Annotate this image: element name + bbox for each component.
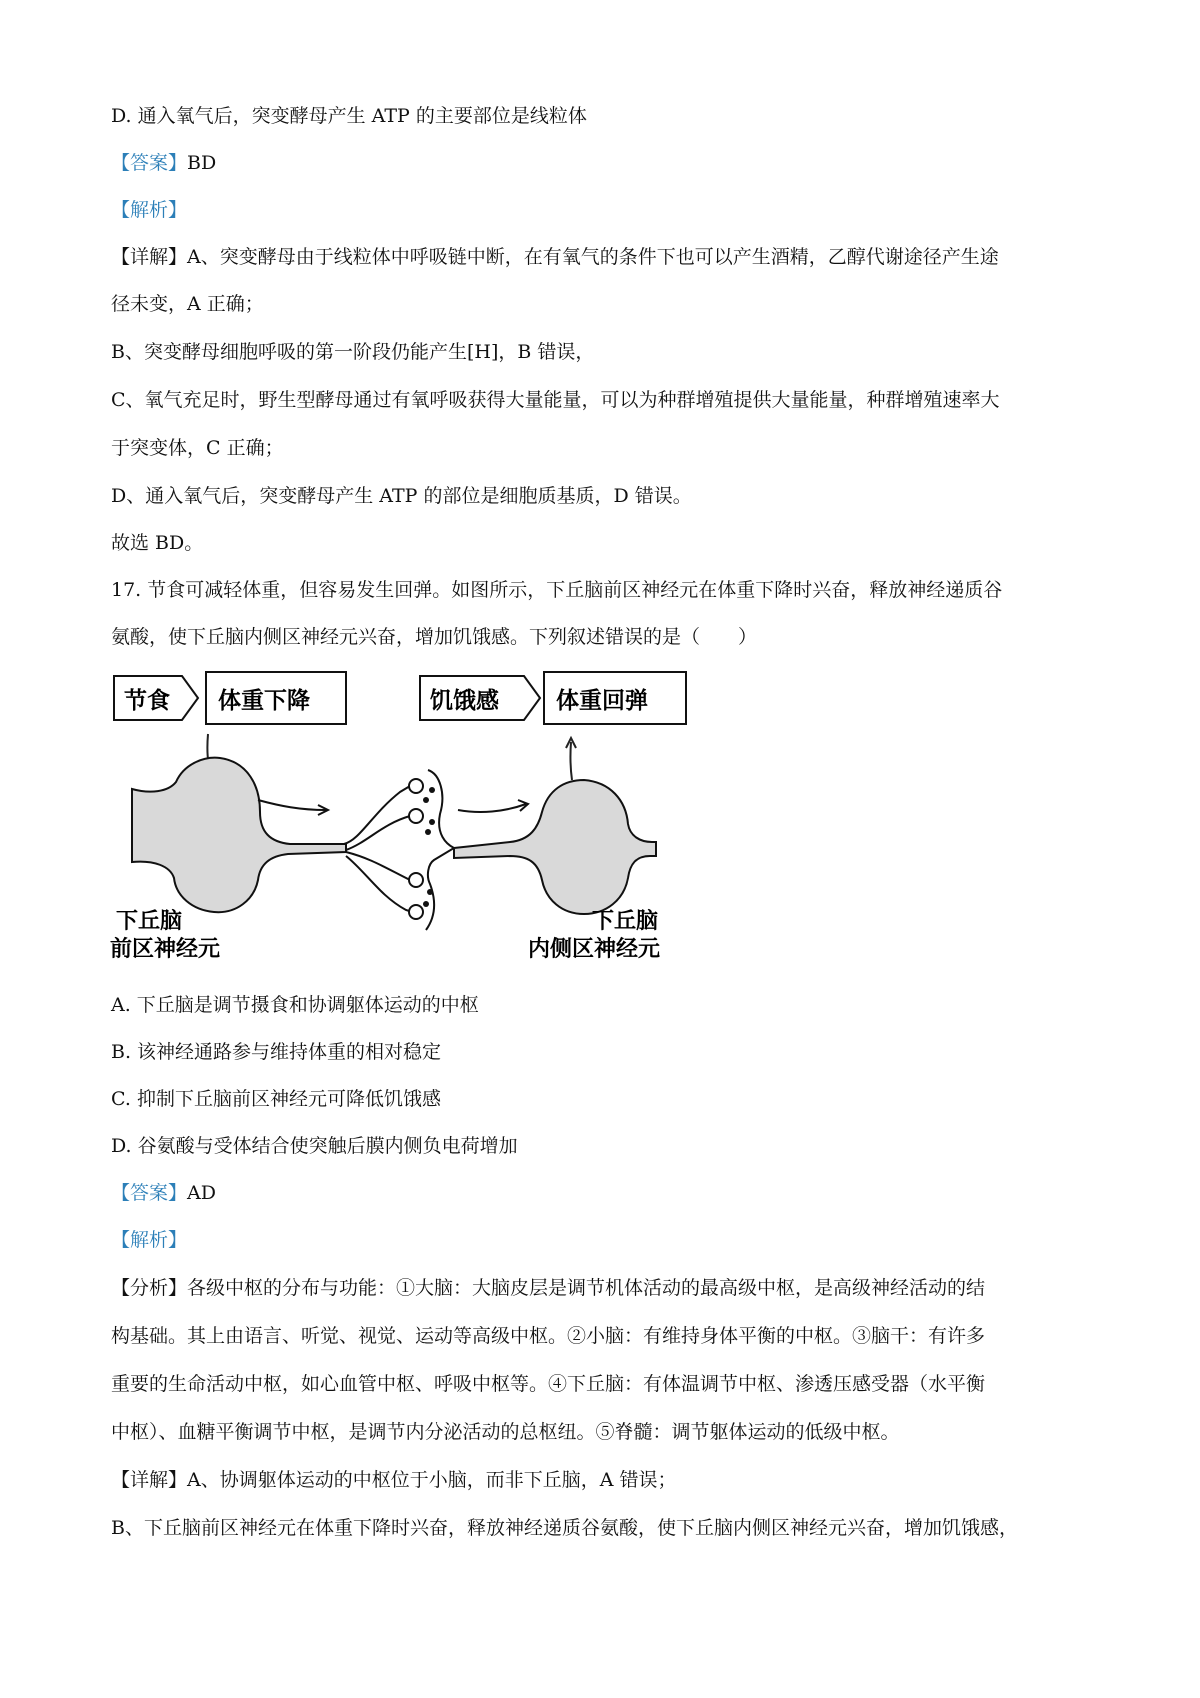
box-tizhong-xiajiang-label: 体重下降 (218, 688, 310, 714)
line-text: 径未变，A 正确； (111, 293, 264, 315)
line-text: 【详解】A、协调躯体运动的中枢位于小脑，而非下丘脑，A 错误； (111, 1469, 677, 1491)
document-line (111, 1040, 1096, 1064)
neuron-left-label-2: 前区神经元 (110, 937, 221, 962)
line-text: A. 下丘脑是调节摄食和协调躯体运动的中枢 (111, 994, 479, 1016)
line-text: 17. 节食可减轻体重，但容易发生回弹。如图所示，下丘脑前区神经元在体重下降时兴奋，释放神经递质谷 (111, 579, 1003, 601)
neuron-left (132, 758, 346, 912)
signal-arrow-right-icon (458, 800, 528, 812)
box-jie-gan (420, 676, 540, 720)
line-text: 氨酸，使下丘脑内侧区神经元兴奋，增加饥饿感。下列叙述错误的是（ ） (111, 626, 758, 648)
signal-arrow-left-icon (258, 800, 328, 815)
line-text: 于突变体，C 正确； (111, 437, 284, 459)
line-text: B. 该神经通路参与维持体重的相对稳定 (111, 1041, 442, 1063)
document-line (111, 1228, 1096, 1252)
line-text: BD (187, 152, 217, 174)
section-tag: 【答案】 (111, 152, 188, 174)
document-line (111, 1276, 1096, 1300)
document-line (111, 151, 1096, 175)
document-line (111, 340, 1096, 364)
neuron-right-label-1: 下丘脑 (592, 909, 659, 934)
document-line (111, 1087, 1096, 1111)
box-tizhong-huitan (544, 672, 686, 724)
line-text: B、突变酵母细胞呼吸的第一阶段仍能产生[H]，B 错误， (111, 341, 595, 363)
document-line (111, 1181, 1096, 1205)
document-line (111, 993, 1096, 1017)
box-tizhong-xiajiang (206, 672, 346, 724)
axon-branches (344, 786, 412, 912)
document-line (111, 436, 1096, 460)
line-text: 构基础。其上由语言、听觉、视觉、运动等高级中枢。②小脑：有维持身体平衡的中枢。③脑干：有许多 (111, 1325, 986, 1347)
line-text: D. 谷氨酸与受体结合使突触后膜内侧负电荷增加 (111, 1135, 518, 1157)
line-text: C、氧气充足时，野生型酵母通过有氧呼吸获得大量能量，可以为种群增殖提供大量能量，种群增殖速率大 (111, 389, 1000, 411)
neuron-diagram-svg (110, 664, 750, 974)
document-line (111, 625, 1096, 649)
section-tag: 【答案】 (111, 1182, 188, 1204)
line-text: C. 抑制下丘脑前区神经元可降低饥饿感 (111, 1088, 441, 1110)
document-line (111, 1468, 1096, 1492)
arrow-up-icon (566, 738, 576, 780)
line-text: 重要的生命活动中枢，如心血管中枢、呼吸中枢等。④下丘脑：有体温调节中枢、渗透压感受器（水平衡 (111, 1373, 986, 1395)
neuron-right-label-2: 内侧区神经元 (528, 937, 661, 962)
document-line (111, 1372, 1096, 1396)
synaptic-terminals (409, 770, 454, 930)
line-text: B、下丘脑前区神经元在体重下降时兴奋，释放神经递质谷氨酸，使下丘脑内侧区神经元兴奋，增加饥饿感， (111, 1517, 1018, 1539)
box-jieshi-label: 节食 (124, 688, 170, 714)
line-text: AD (187, 1182, 216, 1204)
document-line (111, 1516, 1096, 1540)
document-line (111, 104, 1096, 128)
box-jieshi (114, 676, 198, 720)
document-line (111, 198, 1096, 222)
document-line (111, 245, 1096, 269)
document-line (111, 1420, 1096, 1444)
line-text: 中枢）、血糖平衡调节中枢，是调节内分泌活动的总枢纽。⑤脊髓：调节躯体运动的低级中枢。 (111, 1421, 900, 1443)
section-tag: 【解析】 (111, 199, 188, 221)
document-line (111, 531, 1096, 555)
line-text: 【详解】A、突变酵母由于线粒体中呼吸链中断，在有氧气的条件下也可以产生酒精，乙醇代谢途径产生途 (111, 246, 999, 268)
document-line (111, 578, 1096, 602)
box-tizhong-huitan-label: 体重回弹 (556, 688, 648, 714)
box-jie-gan-label: 饥饿感 (430, 688, 499, 714)
neuron-left-label-1: 下丘脑 (116, 909, 183, 934)
neuron-right (454, 780, 656, 914)
document-line (111, 484, 1096, 508)
document-line (111, 1324, 1096, 1348)
section-tag: 【解析】 (111, 1229, 188, 1251)
neuron-pathway-figure (110, 664, 750, 974)
document-line (111, 1134, 1096, 1158)
document-line (111, 388, 1096, 412)
line-text: 【分析】各级中枢的分布与功能：①大脑：大脑皮层是调节机体活动的最高级中枢，是高级神经活动的结 (111, 1277, 986, 1299)
document-line (111, 292, 1096, 316)
line-text: D、通入氧气后，突变酵母产生 ATP 的部位是细胞质基质，D 错误。 (111, 485, 692, 507)
line-text: 故选 BD。 (111, 532, 204, 554)
line-text: D. 通入氧气后，突变酵母产生 ATP 的主要部位是线粒体 (111, 105, 587, 127)
